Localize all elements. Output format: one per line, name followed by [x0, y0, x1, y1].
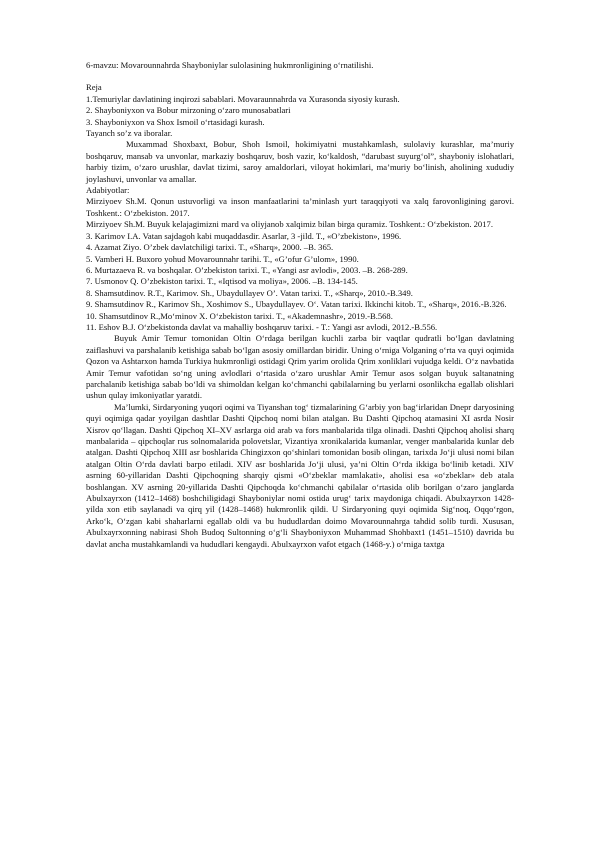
- literature-item: 8. Shamsutdinov. R.T., Karimov. Sh., Ubaydullayev O’. Vatan tarixi. T., «Sharq», 2010.-B.349.: [86, 287, 413, 298]
- plan-item: 2. Shayboniyxon va Bobur mirzoning o‘zaro munosabatlari: [86, 105, 291, 116]
- literature-item: 9. Shamsutdinov R., Karimov Sh., Xoshimov S., Ubaydullayev. O‘. Vatan tarixi. Ikkinchi kitob. T., «Sharq», 2016.-B.326.: [86, 299, 507, 310]
- document-page: [86, 60, 514, 550]
- literature-item: 11. Eshov B.J. O‘zbekistonda davlat va mahalliy boshqaruv tarixi. - T.: Yangi asr avlodi, 2012.-B.556.: [86, 321, 438, 332]
- literature-item: 7. Usmonov Q. O’zbekiston tarixi. T., «Iqtisod va moliya», 2006. –B. 134-145.: [86, 276, 358, 287]
- literature-item: Mirziyoev Sh.M. Qonun ustuvorligi va inson manfaatlarini ta’minlash yurt taraqqiyoti va xalq farovonligining garovi. Toshkent.: O‘zbekiston. 2017.: [86, 196, 514, 218]
- literature-item: Mirziyoev Sh.M. Buyuk kelajagimizni mard va oliyjanob xalqimiz bilan birga quramiz. Toshkent.: O‘zbekiston. 2017.: [86, 219, 493, 230]
- literature-item: 5. Vamberi H. Buxoro yohud Movarounnahr tarihi. T., «G’ofur G’ulom», 1990.: [86, 253, 359, 264]
- keywords-text: Muxammad Shoxbaxt, Bobur, Shoh Ismoil, hokimiyatni mustahkamlash, sulolaviy kurashlar, ma’muriy boshqaruv, mansab va unvonlar, markaziy boshqaruv, bosh vazir, ko‘kaldosh, “darubast suyurg‘ol”, shayboniy islohatlari, harbiy tizim, o‘zaro urushlar, davlat tizimi, saroy amaldorlari, viloyat hokimlari, ma’muriy bo‘linish, aholining xududiy joylashuvi, unvonlar va amallar.: [86, 139, 514, 184]
- literature-item: 3. Karimov I.A. Vatan sajdagoh kabi muqaddasdir. Asarlar, 3 -jild. T., «O’zbekiston», 1996.: [86, 230, 402, 241]
- plan-item: 1.Temuriylar davlatining inqirozi sabablari. Movaraunnahrda va Xurasonda siyosiy kurash.: [86, 93, 400, 104]
- plan-heading: Reja: [86, 82, 102, 93]
- literature-item: 6. Murtazaeva R. va boshqalar. O’zbekiston tarixi. T., «Yangi asr avlodi», 2003. –B. 268-289.: [86, 264, 408, 275]
- body-paragraph: Buyuk Amir Temur tomonidan Oltin O‘rdaga berilgan kuchli zarba bir vaqtlar qudratli bo‘lgan davlatning zaiflashuvi va parshalanib ketishiga sabab bo‘lgan asosiy omillardan biridir. Uning o‘rniga Volganing o‘rta va quyi oqimida Qozon va Ashtarxon hamda Turkiya hukmronligi ostidagi Qrim yarim orolida Qrim xonliklari vujudga keldi. O‘z navbatida Amir Temur vafotidan so‘ng uning avlodlari o‘rtasida o‘zaro urushlar Amir Temur asos solgan buyuk saltanatning parchalanib ketishiga sabab bo‘ldi va shimoldan kelgan ko‘chmanchi qabilalarning bu yerlarni osonlikcha egallab olishlari ushun qulay imkoniyatlar yaratdi.: [86, 333, 514, 401]
- literature-item: 4. Azamat Ziyo. O’zbek davlatchiligi tarixi. T., «Sharq», 2000. –B. 365.: [86, 242, 334, 253]
- document-title: 6-mavzu: Movarounnahrda Shayboniylar sulolasining hukmronligining o‘rnatilishi.: [86, 60, 374, 70]
- literature-heading: Adabiyotlar:: [86, 185, 130, 196]
- keywords-heading: Tayanch so’z va iboralar.: [86, 128, 173, 139]
- plan-item: 3. Shayboniyxon va Shox Ismoil o‘rtasidagi kurash.: [86, 116, 265, 127]
- literature-item: 10. Shamsutdinov R.,Mo‘minov X. O‘zbekiston tarixi. T., «Akademnashr», 2019.-B.568.: [86, 310, 393, 321]
- body-paragraph: Ma’lumki, Sirdaryoning yuqori oqimi va Tiyanshan tog‘ tizmalarining G‘arbiy yon bag‘irlaridan Dnepr daryosining quyi oqimiga qadar yoyilgan dashtlar Dashti Qipchoq nomi bilan atalgan. Bu Dashti Qipchoq atamasini XI asrda Nosir Xisrov qo‘llagan. Dashti Qipchoq XI–XV asrlarga oid arab va fors manbalarida tilga olinadi. Dashti Qipchoq aholisi sharq manbalarida – qipchoqlar rus solnomalarida polovetslar, Vizantiya xronikalarida kumanlar, venger manbalarida kunlar deb atalgan. Dashti Qipchoq XIII asr boshlarida Chingizxon qo‘shinlari tomonidan bosib olingan, tarixda Jo‘ji ulusi nomi bilan atalgan Oltin O‘rda davlati barpo etiladi. XIV asr boshlarida Jo‘ji ulusi, ya’ni Oltin O‘rda ikkiga bo‘linib ketadi. XIV asrning 60-yillaridan Dashti Qipchoqning sharqiy qismi «O‘zbeklar mamlakati», aholisi esa «o‘zbeklar» deb atala boshlangan. XV asrning 20-yillarida Dashti Qipchoqda ko‘chmanchi qabilalar o‘rtasida olib borilgan o‘zaro janglarda Abulxayrxon (1412–1468) boshchiligidagi Shayboniylar nomi ostida urug‘ tarix maydoniga chiqadi. Abulxayrxon 1428-yilda xon etib saylanadi va qirq yil (1428–1468) hukmronlik qildi. U Sirdaryoning quyi oqimida Sig‘noq, Oqqo‘rgon, Arko‘k, O‘zgan kabi shaharlarni egallab oldi va bu hududlardan doimo Movarounnahrga tahdid solib turdi. Xususan, Abulxayrxonning nabirasi Shoh Budoq Sultonning o‘g‘li Shayboniyxon Muhammad Shohbaxt1 (1451–1510) davrida bu davlat ancha mustahkamlandi va hududlari kengaydi. Abulxayrxon vafot etgach (1468-y.) o‘rniga taxtga: [86, 401, 514, 549]
